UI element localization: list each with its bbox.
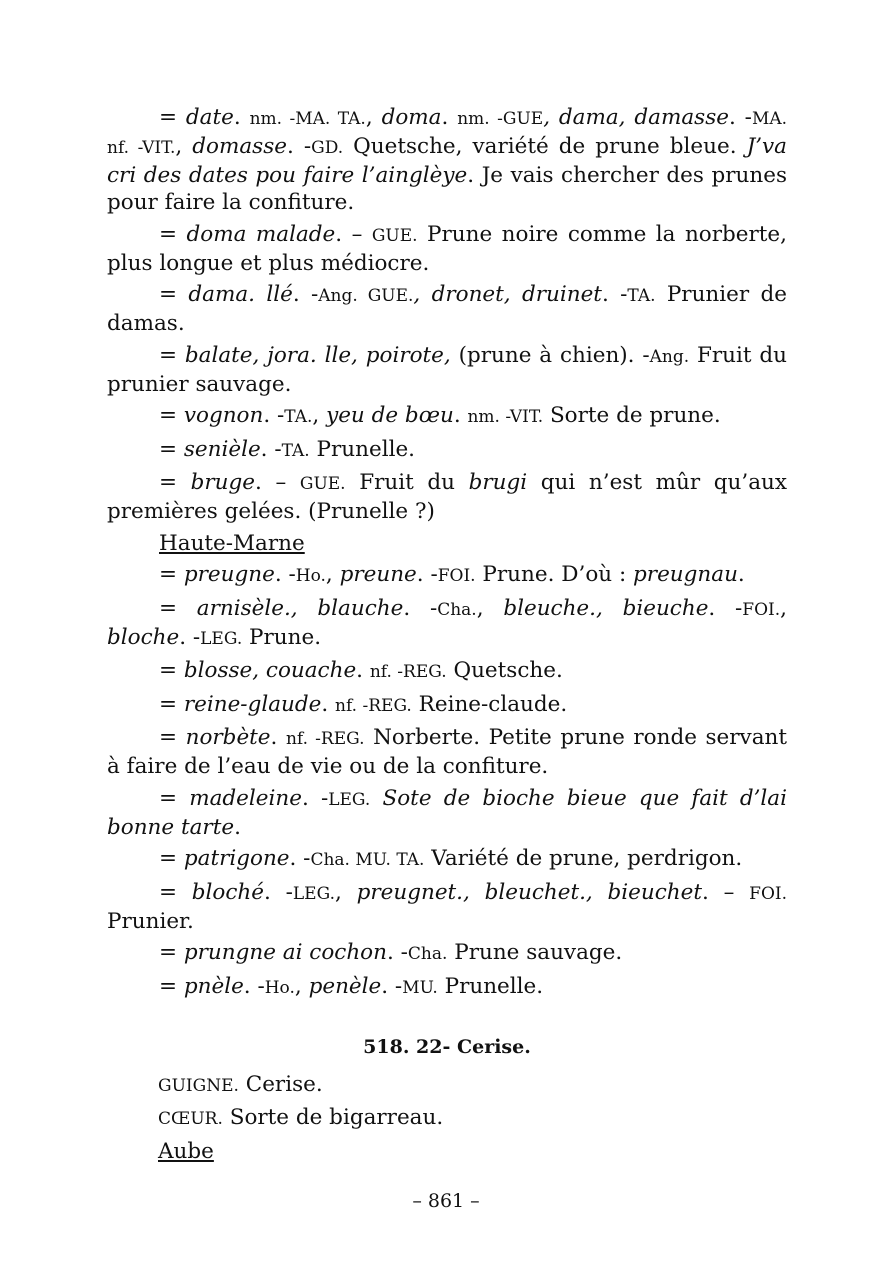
entry-text: Prunier. — [107, 908, 194, 934]
entry-text: qui n’est mûr qu’aux premières gelées. (Prunelle ?) — [107, 470, 787, 524]
entry-text — [370, 786, 382, 811]
entry-text: Prunier de damas. — [107, 282, 787, 336]
entry-text: Prune. D’où : — [475, 562, 634, 587]
entry-text: . — [737, 562, 745, 587]
headword: J’va cri des dates pou faire l’ainglèye — [107, 134, 787, 188]
source-abbrev: Ho. — [295, 566, 326, 586]
entry-text: Sorte de prune. — [543, 403, 721, 428]
headword: domasse — [192, 134, 287, 159]
source-abbrev: nm. -VIT. — [467, 407, 544, 427]
headword: dama. llé — [188, 282, 293, 307]
entry-text: = — [159, 785, 190, 811]
source-abbrev: nm. -GUE — [457, 109, 544, 129]
source-abbrev: nf. -REG. — [285, 729, 365, 749]
entry — [107, 939, 787, 968]
entry-text: . - — [601, 282, 628, 307]
entry-text: = — [159, 221, 187, 247]
source-abbrev: FOI. — [437, 566, 476, 586]
page-content — [107, 104, 787, 1169]
source-abbrev: Ang. GUE. — [318, 286, 414, 306]
entry-text: (prune à chien). - — [450, 342, 650, 368]
page-number: – 861 – — [412, 1190, 480, 1212]
entry-text: Quetsche. — [446, 658, 563, 683]
region-name: Haute-Marne — [159, 530, 305, 556]
source-abbrev: TA. — [281, 440, 310, 461]
entry-text: . - — [263, 403, 285, 428]
entry-text: = — [159, 470, 191, 495]
headword: arnisèle., blauche — [196, 595, 404, 621]
entry — [107, 221, 787, 277]
entry-text: . - — [243, 973, 265, 999]
headword: penèle — [308, 973, 382, 999]
entry-text: = — [159, 879, 192, 905]
entry-text: . - — [301, 785, 329, 811]
headword: , dronet, druinet — [413, 282, 602, 307]
entry-text: . - — [274, 562, 296, 587]
headword: bloche — [107, 624, 180, 650]
entry-text: . - — [179, 624, 201, 650]
entry — [107, 436, 787, 465]
entry-text: . - — [728, 105, 752, 130]
headword: vognon — [183, 403, 264, 428]
source-abbrev: MU. — [402, 977, 438, 998]
entry — [107, 104, 787, 216]
entry-text: . Je vais chercher des prunes pour faire la confiture. — [107, 163, 788, 215]
entry-text: = — [159, 105, 186, 130]
headword: pnèle — [183, 973, 244, 999]
headword: date — [185, 105, 234, 130]
entry-text: . - — [260, 436, 282, 462]
headword: bloché — [191, 879, 264, 905]
source-abbrev: Cha. — [437, 599, 477, 620]
entry — [107, 657, 787, 686]
source-abbrev: Ho. — [264, 977, 295, 998]
entry-text: . – — [335, 221, 372, 247]
source-abbrev: TA. — [627, 286, 656, 306]
entry-text: Variété de prune, perdrigon. — [424, 846, 743, 871]
entry-text: Prune. — [242, 624, 322, 650]
entry-text: Sorte de bigarreau. — [222, 1105, 444, 1130]
entry-text: = — [159, 282, 189, 307]
entry-text: Reine-claude. — [411, 691, 568, 717]
entry — [107, 1071, 787, 1100]
headword: bruge — [190, 470, 256, 495]
entry-text: = — [159, 973, 184, 999]
entry-text: . - — [708, 595, 743, 621]
entry-text: = — [159, 342, 185, 368]
headword: , dama, damasse — [543, 105, 729, 130]
source-abbrev: nf. -REG. — [335, 695, 412, 716]
source-abbrev: GUE. — [371, 225, 418, 246]
source-abbrev: GD. — [311, 138, 344, 158]
headword: balate, jora. lle, poirote, — [184, 342, 451, 368]
entry-text: . — [233, 105, 250, 130]
headword: senièle — [183, 436, 261, 462]
headword: brugi — [468, 470, 528, 495]
entry-text: . - — [403, 595, 438, 621]
region-name: Aube — [158, 1138, 214, 1164]
entry-text: . — [453, 403, 468, 428]
entry-text: , — [334, 879, 357, 905]
entry-text: Prunelle. — [309, 436, 416, 462]
entry-text: , — [175, 134, 193, 159]
entry-text: , — [325, 562, 340, 587]
entry-text: = — [159, 436, 184, 462]
headword: reine-glaude — [183, 691, 322, 717]
entry — [107, 724, 787, 780]
source-abbrev: LEG. — [200, 628, 243, 649]
entry-text: Quetsche, variété de prune bleue. — [343, 134, 747, 159]
section-subentries — [107, 1071, 787, 1165]
entry-text: , — [312, 403, 327, 428]
headword: preugnau — [633, 562, 738, 587]
entry-text: , — [365, 105, 382, 130]
entry-text: Cerise. — [238, 1071, 323, 1097]
headword: patrigone — [183, 846, 290, 871]
entry-text: = — [159, 562, 184, 587]
entry-text: = — [159, 403, 184, 428]
headword: yeu de bœu — [326, 403, 454, 428]
entry-text: . — [356, 658, 370, 683]
source-abbrev: TA. — [284, 407, 313, 427]
entry-text: . — [270, 725, 286, 750]
source-abbrev: GUE. — [299, 474, 346, 494]
entry-text: = — [159, 691, 184, 717]
headword: Sote de bioche bieue que fait d’lai bonne tarte — [107, 785, 788, 840]
headword: prungne ai cochon — [183, 940, 387, 965]
entry-text: . - — [264, 879, 293, 905]
dictionary-entries — [107, 104, 787, 1002]
entry-text: . — [234, 814, 241, 840]
entry — [107, 879, 787, 935]
entry-text: . – — [255, 470, 300, 495]
headword: madeleine — [189, 785, 302, 811]
entry-text: Prunelle. — [437, 973, 544, 999]
entry-text: Prune sauvage. — [447, 940, 623, 965]
entry — [107, 595, 787, 653]
source-abbrev: MA. nf. -VIT. — [107, 109, 788, 158]
entry — [107, 845, 787, 874]
entry — [107, 691, 787, 720]
entry-text: . - — [416, 562, 438, 587]
entry-text: . - — [386, 940, 408, 965]
source-abbrev: nm. -MA. TA. — [249, 109, 366, 129]
entry-text: . - — [286, 134, 312, 159]
entry-text: . - — [289, 846, 311, 871]
entry-text: , — [476, 595, 504, 621]
entry-text: = — [159, 658, 184, 683]
entry-text: . — [441, 105, 458, 130]
region-heading — [107, 1138, 787, 1165]
entry-text: . – — [702, 879, 750, 905]
entry — [107, 342, 787, 398]
source-abbrev: FOI. — [749, 883, 788, 904]
entry-text: Prune noire comme la norberte, plus longue et plus médiocre. — [107, 221, 787, 276]
entry-text: = — [159, 846, 184, 871]
entry-text: Norberte. Petite prune ronde servant à faire de l’eau de vie ou de la confiture. — [107, 725, 787, 779]
headword: preugnet., bleuchet., bieuchet — [356, 879, 702, 905]
headword: preugne — [183, 562, 275, 587]
headword: blosse, couache — [183, 658, 357, 683]
entry-text: . - — [381, 973, 403, 999]
source-abbrev: GUIGNE. — [158, 1075, 239, 1096]
entry-text: = — [159, 940, 184, 965]
source-abbrev: Cha. — [407, 944, 448, 964]
entry — [107, 402, 787, 431]
entry-text: . - — [292, 282, 319, 307]
entry — [107, 785, 787, 841]
source-abbrev: LEG. — [328, 789, 371, 810]
entry-text: Fruit du — [345, 470, 469, 495]
headword: doma — [381, 105, 442, 130]
entry-text: Fruit du prunier sauvage. — [107, 342, 787, 397]
entry — [107, 469, 787, 525]
headword: doma malade — [186, 221, 336, 247]
entry — [107, 1104, 787, 1133]
entry-text: = — [159, 595, 197, 621]
entry-text: , — [294, 973, 309, 999]
source-abbrev: LEG. — [292, 883, 335, 904]
source-abbrev: CŒUR. — [158, 1109, 223, 1129]
source-abbrev: Cha. MU. TA. — [310, 850, 425, 870]
source-abbrev: FOI. — [742, 599, 781, 620]
headword: preune — [339, 562, 417, 587]
entry — [107, 281, 787, 337]
entry — [107, 561, 787, 590]
source-abbrev: Ang. — [649, 346, 690, 367]
entry-text: . — [321, 691, 336, 717]
entry-text: , — [780, 595, 787, 621]
section-heading: 518. 22- Cerise. — [363, 1035, 531, 1058]
headword: norbète — [185, 725, 271, 750]
headword: bleuche., bieuche — [503, 595, 709, 621]
source-abbrev: nf. -REG. — [369, 662, 447, 682]
entry — [107, 973, 787, 1002]
region-heading — [107, 530, 787, 557]
entry-text: = — [159, 725, 186, 750]
